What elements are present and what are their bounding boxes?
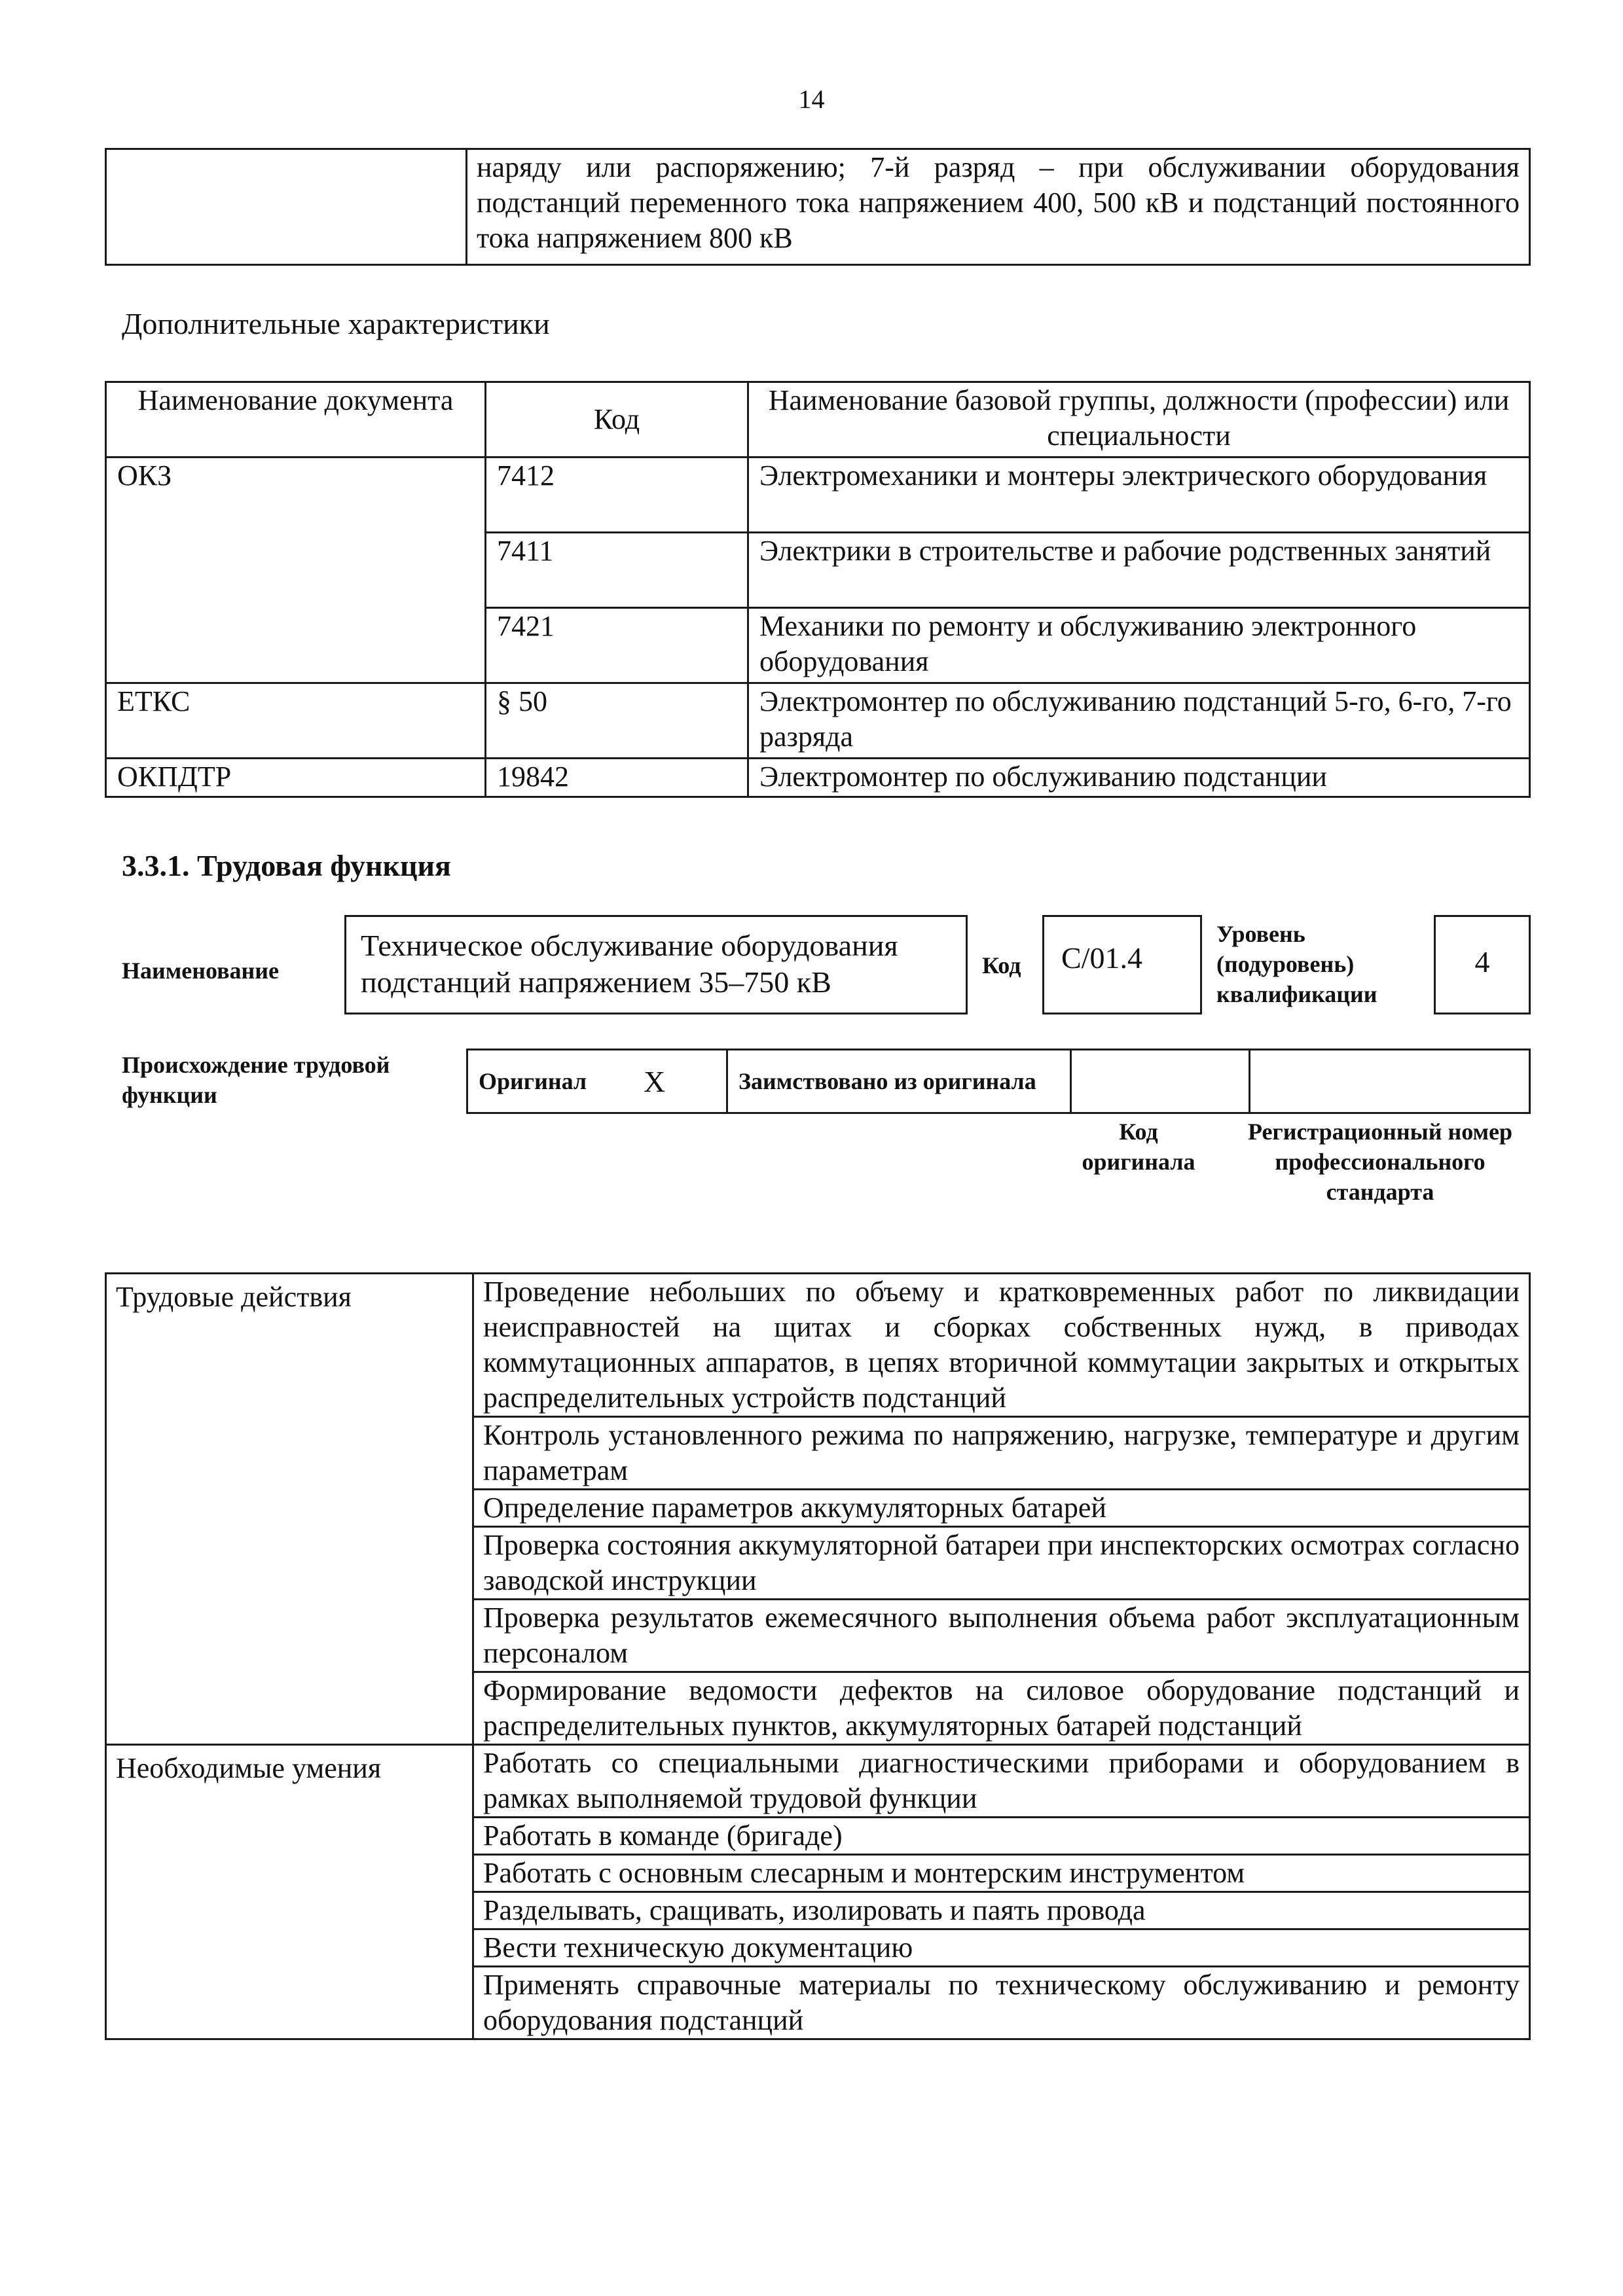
skill-item: Вести техническую документацию [473, 1929, 1530, 1967]
code-cell: § 50 [486, 683, 748, 759]
table-row [106, 457, 1530, 533]
page-number: 14 [798, 84, 825, 114]
action-item: Определение параметров аккумуляторных батарей [473, 1490, 1530, 1527]
skills-label: Необходимые умения [106, 1745, 473, 2039]
name-cell: Электромонтер по обслуживанию подстанций 5-го, 6-го, 7-го разряда [748, 683, 1530, 759]
function-code-box [1042, 915, 1202, 1014]
function-name-box [344, 915, 968, 1014]
table-row [467, 1050, 1530, 1113]
action-item: Проверка состояния аккумуляторной батареи при инспекторских осмотрах согласно заводской инструкции [473, 1527, 1530, 1600]
header-code: Код [486, 382, 748, 457]
table-row [106, 149, 1530, 265]
skill-item: Разделывать, сращивать, изолировать и паять провода [473, 1892, 1530, 1929]
table-row [106, 1274, 1530, 1417]
action-item: Проведение небольших по объему и кратковременных работ по ликвидации неисправностей на щитах и сборках собственных нужд, в приводах коммутационных аппаратов, в цепях вторичной коммутации закрытых и открытых распределительных устройств подстанций [473, 1274, 1530, 1417]
reg-number-cell [1250, 1050, 1530, 1113]
action-item: Формирование ведомости дефектов на силовое оборудование подстанций и распределительных пунктов, аккумуляторных батарей подстанций [473, 1672, 1530, 1745]
doc-cell: ОКПДТР [106, 759, 486, 797]
name-cell: Электрики в строительстве и рабочие родственных занятий [748, 533, 1530, 608]
name-cell: Механики по ремонту и обслуживанию электронного оборудования [748, 608, 1530, 683]
table-row [106, 1745, 1530, 1818]
skill-item: Работать с основным слесарным и монтерским инструментом [473, 1855, 1530, 1892]
function-name-label: Наименование [122, 958, 279, 984]
function-name-value: Техническое обслуживание оборудования подстанций напряжением 35–750 кВ [361, 929, 898, 999]
header-doc: Наименование документа [106, 382, 486, 457]
name-cell: Электромеханики и монтеры электрического оборудования [748, 457, 1530, 533]
code-cell: 7421 [486, 608, 748, 683]
name-cell: Электромонтер по обслуживанию подстанции [748, 759, 1530, 797]
action-item: Контроль установленного режима по напряжению, нагрузке, температуре и другим параметрам [473, 1417, 1530, 1490]
qualification-level-box [1434, 915, 1531, 1014]
qualification-level-label: Уровень (подуровень) квалификации [1216, 921, 1377, 1007]
action-item: Проверка результатов ежемесячного выполнения объема работ эксплуатационным персоналом [473, 1600, 1530, 1672]
table-row [106, 759, 1530, 797]
function-code-value: С/01.4 [1061, 941, 1142, 975]
skill-item: Применять справочные материалы по техническому обслуживанию и ремонту оборудования подстанций [473, 1967, 1530, 2039]
additional-characteristics-title: Дополнительные характеристики [122, 307, 550, 340]
code-cell: 7411 [486, 533, 748, 608]
doc-cell: ЕТКС [106, 683, 486, 759]
table-row [106, 683, 1530, 759]
skill-item: Работать со специальными диагностическими приборами и оборудованием в рамках выполняемой трудовой функции [473, 1745, 1530, 1818]
function-code-label: Код [982, 952, 1021, 978]
original-mark: X [633, 1050, 727, 1113]
doc-cell: ОКЗ [106, 457, 486, 683]
code-cell: 19842 [486, 759, 748, 797]
borrowed-label: Заимствовано из оригинала [727, 1050, 1071, 1113]
section-title: 3.3.1. Трудовая функция [122, 849, 451, 882]
continuation-table [105, 148, 1531, 266]
code-cell: 7412 [486, 457, 748, 533]
table-header-row [106, 382, 1530, 457]
actions-label: Трудовые действия [106, 1274, 473, 1745]
skill-item: Работать в команде (бригаде) [473, 1818, 1530, 1855]
header-group: Наименование базовой группы, должности (профессии) или специальности [748, 382, 1530, 457]
origin-table [466, 1049, 1531, 1114]
code-original-label: Код оригинала [1082, 1119, 1195, 1175]
reg-number-label: Регистрационный номер профессионального стандарта [1247, 1119, 1513, 1205]
additional-characteristics-table [105, 381, 1531, 798]
original-label: Оригинал [467, 1050, 634, 1113]
code-original-cell [1071, 1050, 1250, 1113]
qualification-level-value: 4 [1474, 945, 1490, 978]
empty-cell [106, 149, 467, 265]
origin-label: Происхождение трудовой функции [122, 1052, 390, 1108]
continuation-text: наряду или распоряжению; 7-й разряд – при обслуживании оборудования подстанций переменного тока напряжением 400, 500 кВ и подстанций постоянного тока напряжением 800 кВ [467, 149, 1530, 265]
labor-actions-table [105, 1272, 1531, 2040]
